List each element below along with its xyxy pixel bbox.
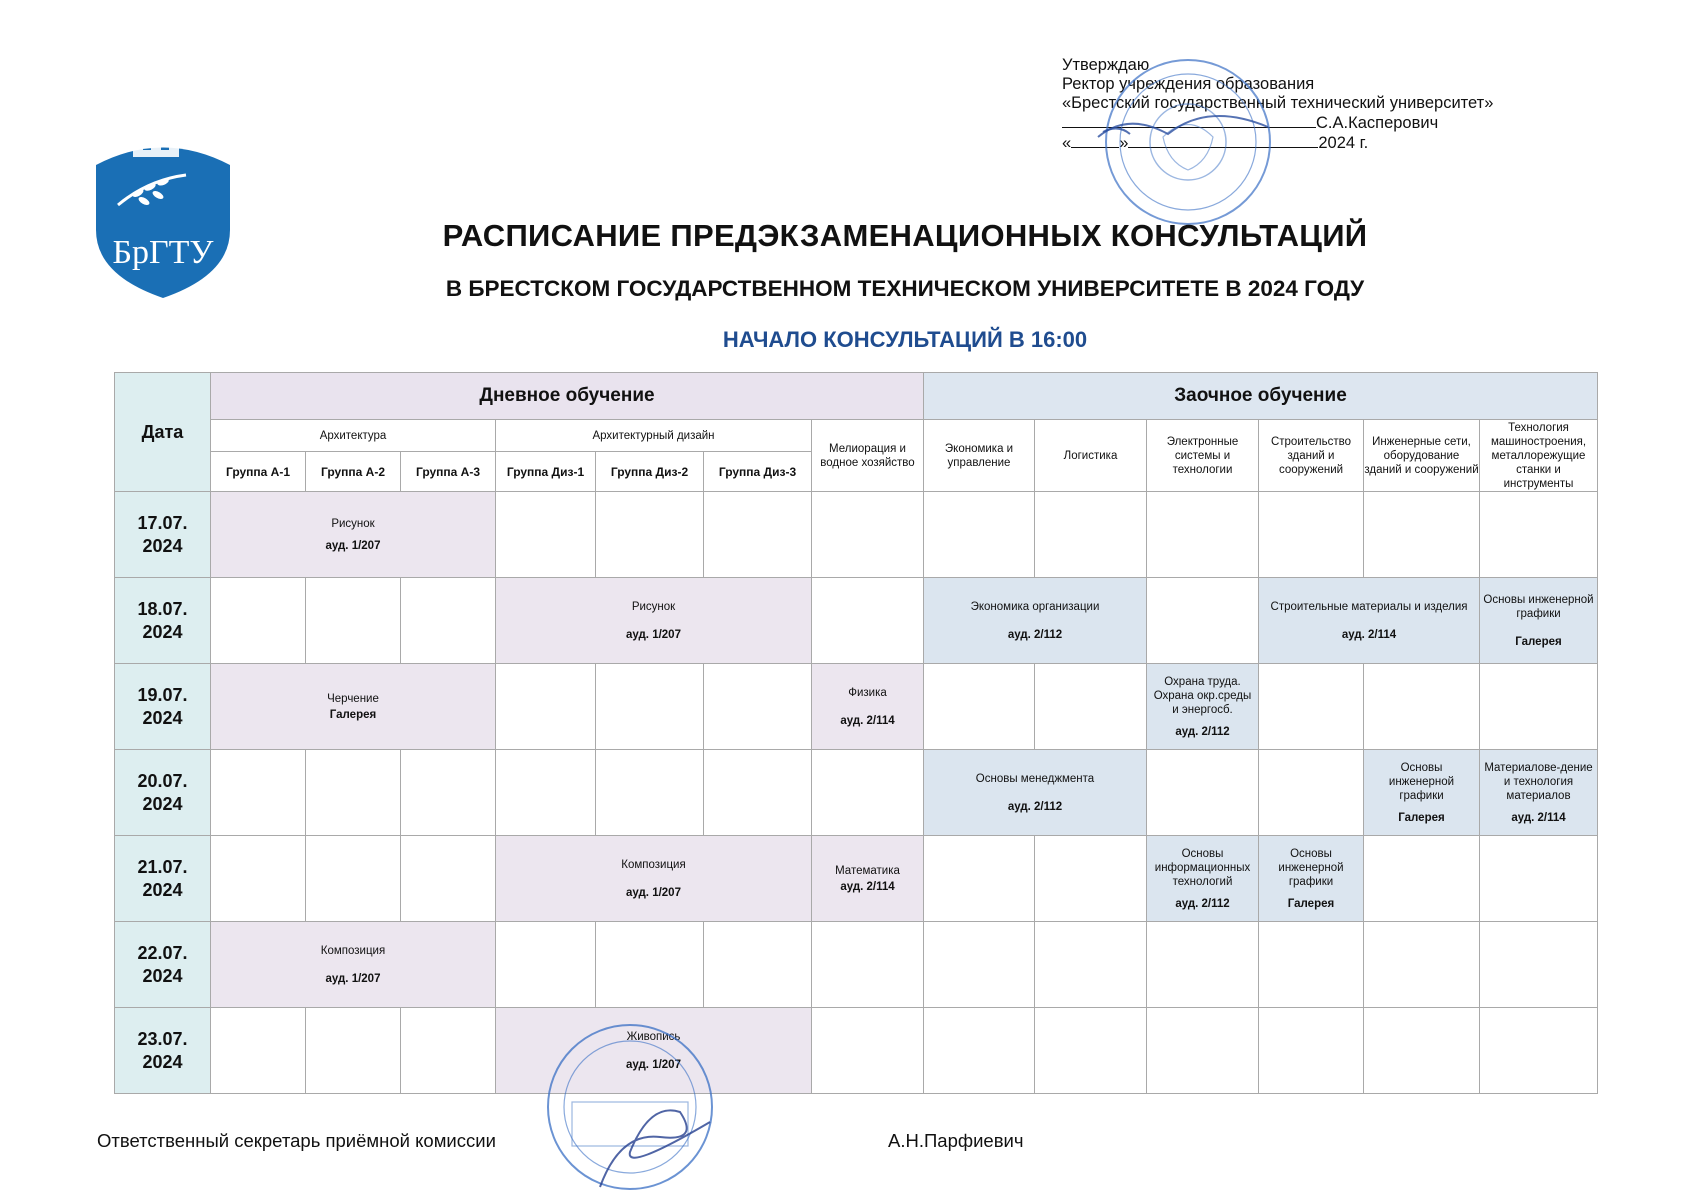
spec-melioration: Мелиорация и водное хозяйство: [812, 420, 924, 492]
admission-committee-stamp: [530, 1012, 730, 1202]
table-row: [115, 492, 1598, 578]
consultation-cell: Живопись ауд. 1/207: [496, 1008, 812, 1094]
spec-architecture: Архитектура: [211, 420, 496, 452]
approval-line-1: Утверждаю: [1062, 56, 1150, 74]
approval-line-3: «Брестский государственный технический университет»: [1062, 94, 1494, 112]
approval-year: 2024 г.: [1318, 134, 1369, 152]
row-date: 22.07. 2024: [115, 922, 211, 1008]
table-row: [115, 922, 1598, 1008]
page-subtitle: В БРЕСТСКОМ ГОСУДАРСТВЕННОМ ТЕХНИЧЕСКОМ УНИВЕРСИТЕТЕ В 2024 ГОДУ: [445, 276, 1365, 301]
spec-construction: Строительство зданий и сооружений: [1259, 420, 1364, 492]
consultation-cell: Математика ауд. 2/114: [812, 836, 924, 922]
consultation-cell: Композиция ауд. 1/207: [496, 836, 812, 922]
spec-engineering-networks: Инженерные сети, оборудование зданий и сооружений: [1364, 420, 1480, 492]
group-a1: Группа А-1: [211, 452, 306, 492]
schedule-table: [114, 372, 1598, 1094]
consultation-cell: Черчение Галерея: [211, 664, 496, 750]
row-date: 21.07. 2024: [115, 836, 211, 922]
consultation-cell: Основы менеджмента ауд. 2/112: [924, 750, 1147, 836]
date-header: Дата: [115, 373, 211, 492]
secretary-name: А.Н.Парфиевич: [888, 1130, 1024, 1151]
consultation-cell: Строительные материалы и изделия ауд. 2/114: [1259, 578, 1480, 664]
row-date: 17.07. 2024: [115, 492, 211, 578]
row-date: 19.07. 2024: [115, 664, 211, 750]
consultation-cell: Экономика организации ауд. 2/112: [924, 578, 1147, 664]
group-diz1: Группа Диз-1: [496, 452, 596, 492]
spec-economics: Экономика и управление: [924, 420, 1035, 492]
start-time-note: НАЧАЛО КОНСУЛЬТАЦИЙ В 16:00: [722, 327, 1088, 352]
consultation-cell: Основы инженерной графики Галерея: [1364, 750, 1480, 836]
official-seal-stamp: [1068, 42, 1308, 227]
spec-arch-design: Архитектурный дизайн: [496, 420, 812, 452]
row-date: 20.07. 2024: [115, 750, 211, 836]
consultation-cell: Физика ауд. 2/114: [812, 664, 924, 750]
table-row: [115, 836, 1598, 922]
extramural-study-header: Заочное обучение: [924, 373, 1598, 420]
secretary-title: Ответственный секретарь приёмной комиссии: [97, 1130, 496, 1151]
consultation-cell: Рисунок ауд. 1/207: [496, 578, 812, 664]
rector-name: С.А.Касперович: [1316, 114, 1439, 132]
spec-mechanical-tech: Технология машиностроения, металлорежущие станки и инструменты: [1480, 420, 1598, 492]
consultation-cell: Охрана труда. Охрана окр.среды и энергосб. ауд. 2/112: [1147, 664, 1259, 750]
row-date: 23.07. 2024: [115, 1008, 211, 1094]
approval-line-2: Ректор учреждения образования: [1062, 75, 1315, 93]
date-quote-open: «: [1062, 134, 1072, 152]
spec-logistics: Логистика: [1035, 420, 1147, 492]
consultation-cell: Основы инженерной графики Галерея: [1259, 836, 1364, 922]
group-diz2: Группа Диз-2: [596, 452, 704, 492]
date-quote-close: »: [1119, 134, 1129, 152]
group-a3: Группа А-3: [401, 452, 496, 492]
table-row: [115, 1008, 1598, 1094]
consultation-cell: Основы инженерной графики Галерея: [1480, 578, 1598, 664]
consultation-cell: Основы информационных технологий ауд. 2/112: [1147, 836, 1259, 922]
table-row: [115, 750, 1598, 836]
logo-text: БрГТУ: [112, 234, 214, 271]
table-row: [115, 664, 1598, 750]
consultation-cell: Материалове-дение и технология материалов ауд. 2/114: [1480, 750, 1598, 836]
consultation-cell: Композиция ауд. 1/207: [211, 922, 496, 1008]
group-diz3: Группа Диз-3: [704, 452, 812, 492]
page-title: РАСПИСАНИЕ ПРЕДЭКЗАМЕНАЦИОННЫХ КОНСУЛЬТАЦИЙ: [442, 218, 1368, 253]
consultation-cell: Рисунок ауд. 1/207: [211, 492, 496, 578]
row-date: 18.07. 2024: [115, 578, 211, 664]
table-row: [115, 578, 1598, 664]
day-study-header: Дневное обучение: [211, 373, 924, 420]
group-a2: Группа А-2: [306, 452, 401, 492]
spec-electronics: Электронные системы и технологии: [1147, 420, 1259, 492]
